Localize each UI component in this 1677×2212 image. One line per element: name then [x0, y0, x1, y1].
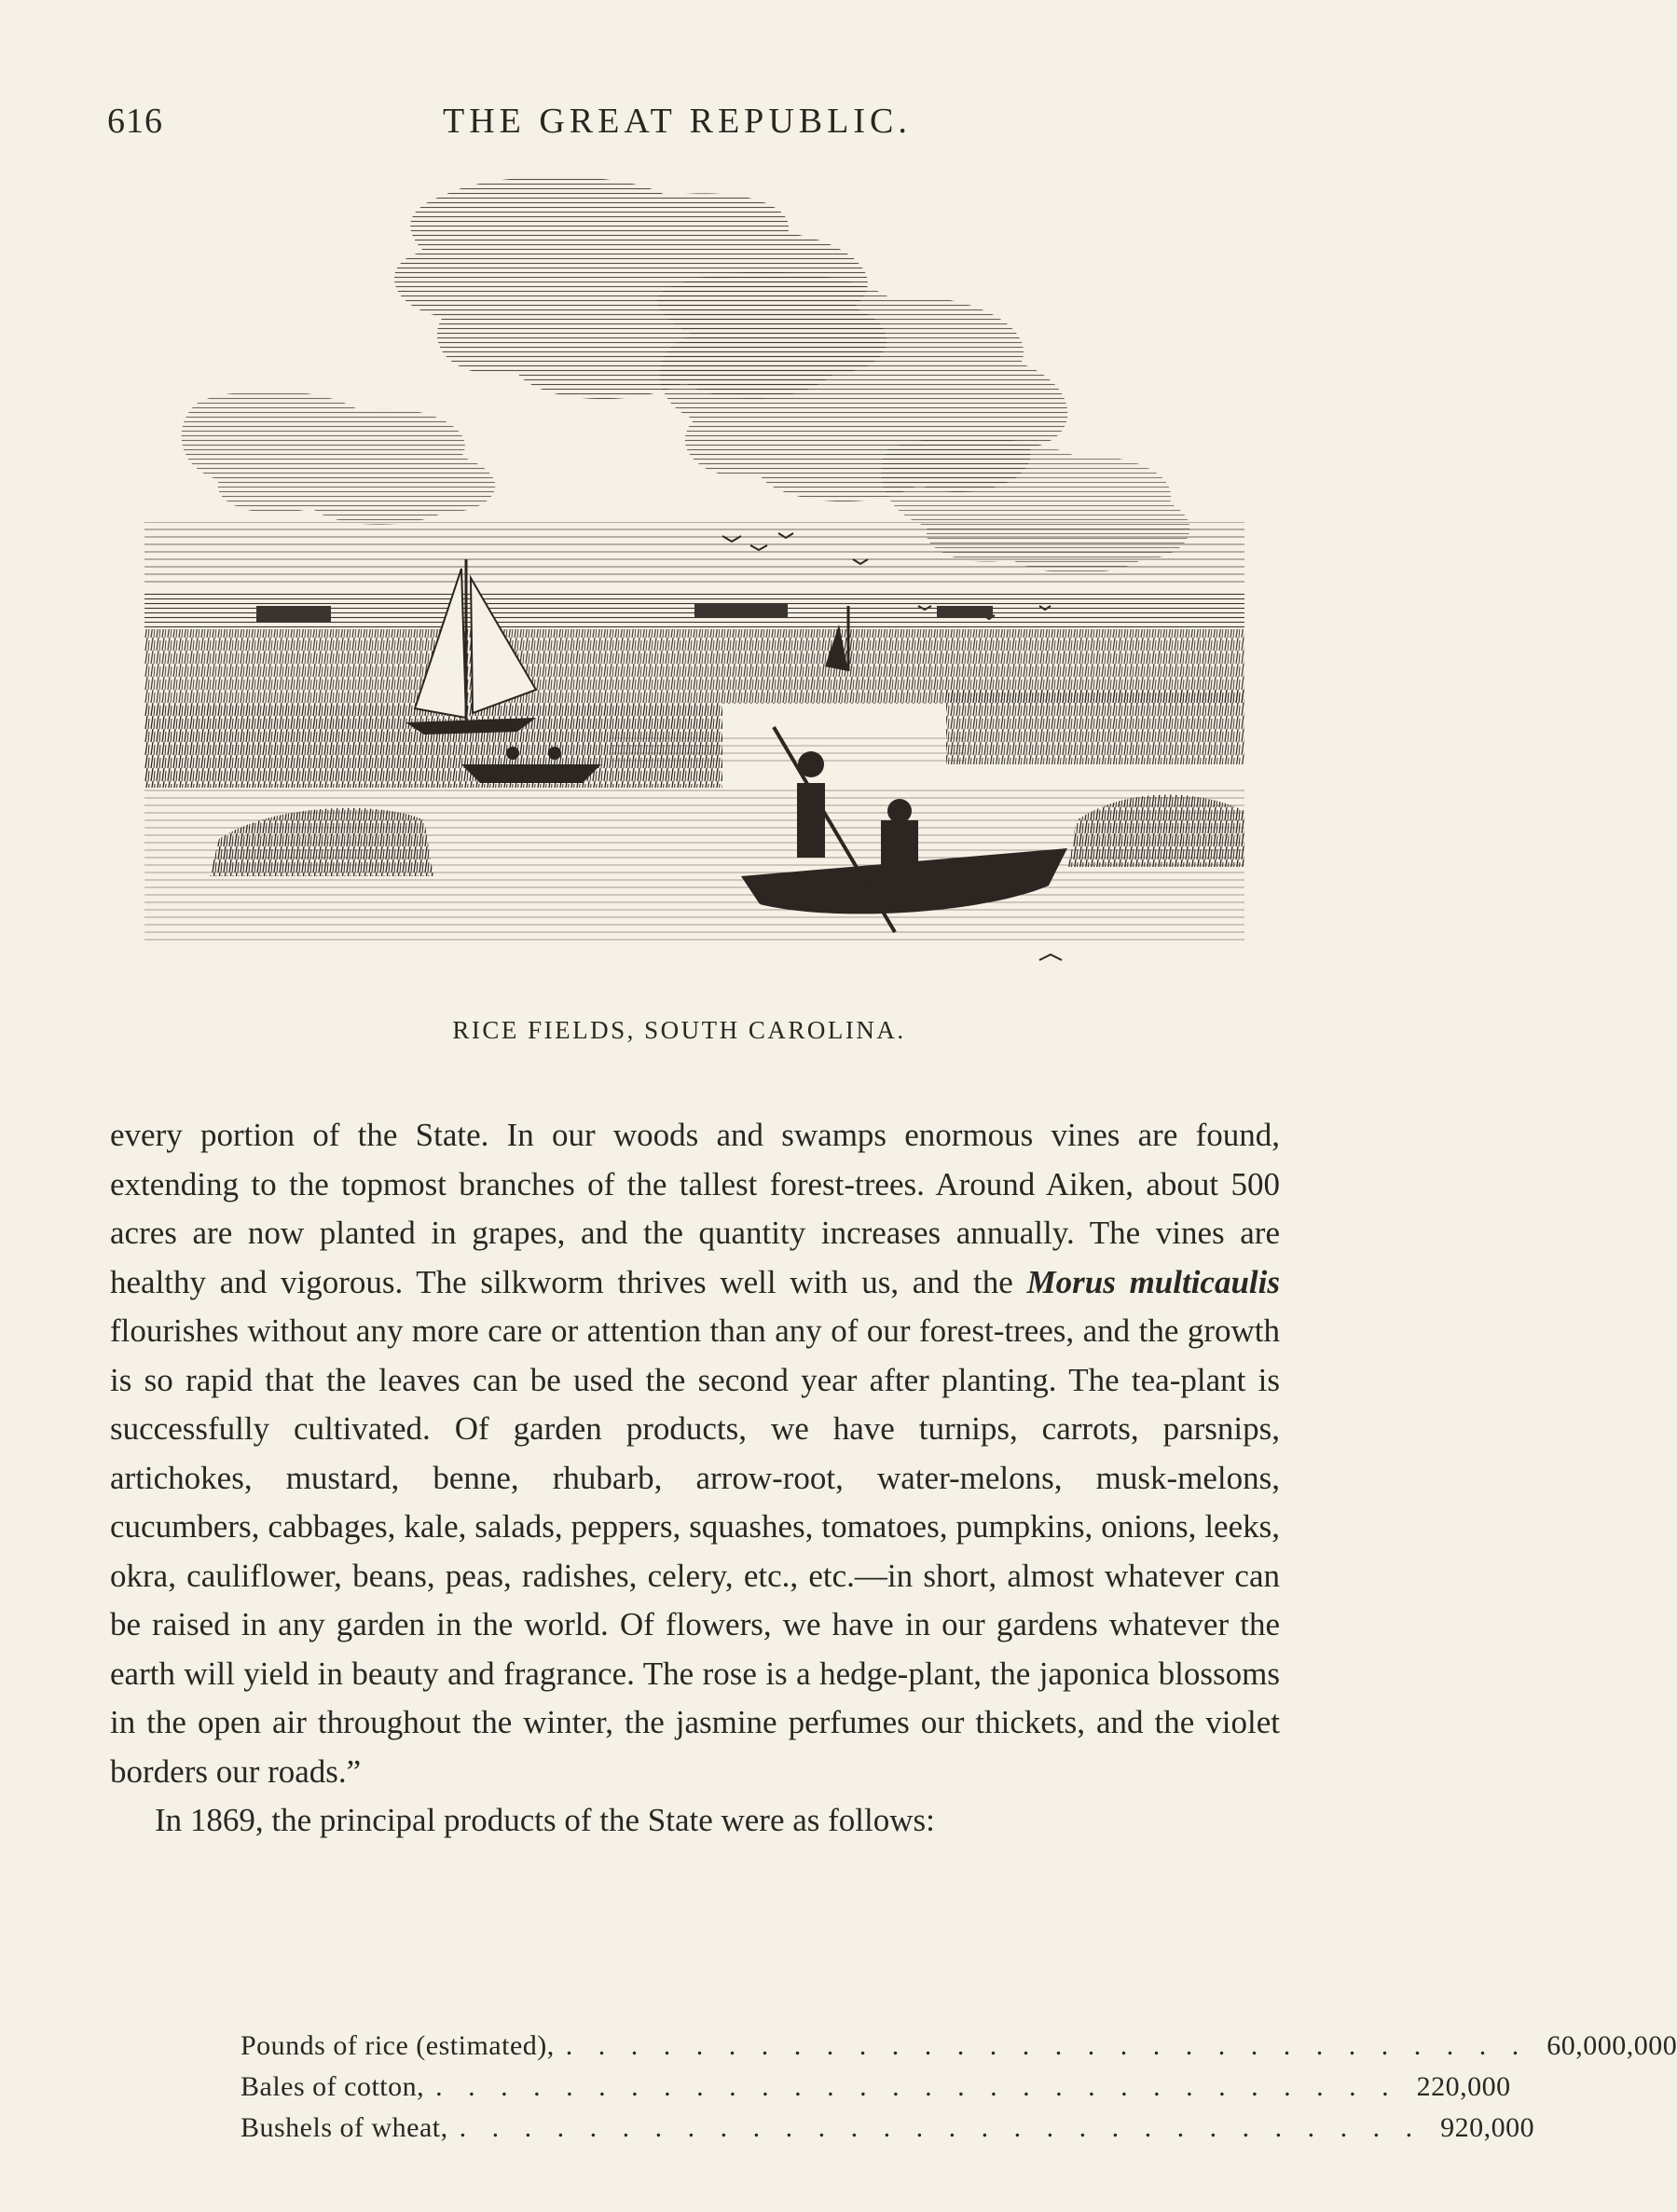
table-row	[241, 2030, 1677, 2071]
product-label: Bales of cotton,	[241, 2071, 425, 2102]
clouds	[144, 176, 1244, 587]
product-value: 60,000,000	[1546, 2030, 1677, 2061]
paragraph-text: flourishes without any more care or attention than any of our forest-trees, and the growth is so rapid that the leaves can be used the second year after planting. The tea-plant is successfully cultivated. Of garden products, we have turnips, carrots, parsnips, artichokes, mustard, benne, rhubarb, arrow-root, water-melons, musk-melons, cucumbers, cabbages, kale, salads, peppers, squashes, tomatoes, pumpkins, onions, leeks, okra, cauliflower, beans, peas, radishes, celery, etc., etc.—in short, almost whatever can be raised in any garden in the world. Of flowers, we have in our gardens whatever the earth will yield in beauty and fragrance. The rose is a hedge-plant, the japonica blossoms in the open air throughout the winter, the jasmine perfumes our thickets, and the violet borders our roads.”	[110, 1312, 1280, 1790]
leader-dots: . . . . . . . . . . . . . . . . . . . . . . . . . . . . . .	[565, 2030, 1529, 2061]
distant-shore	[144, 592, 1244, 629]
table-row	[241, 2071, 1511, 2112]
running-head	[107, 101, 1310, 142]
body-text	[110, 1111, 1280, 1846]
product-value: 920,000	[1440, 2112, 1535, 2143]
product-label: Bushels of wheat,	[241, 2112, 448, 2143]
paragraph-text: every portion of the State. In our woods and swamps enormous vines are found, extending to the topmost branches of the tallest forest-trees. Around Aiken, about 500 acres are now planted in grapes, and the quantity increases annually. The vines are healthy and vigorous. The silkworm thrives well with us, and the	[110, 1117, 1280, 1300]
italic-term: Morus multicaulis	[1026, 1263, 1280, 1300]
table-row	[241, 2112, 1535, 2153]
products-table	[241, 2030, 1677, 2153]
product-value: 220,000	[1416, 2071, 1511, 2102]
illustration-caption: RICE FIELDS, SOUTH CAROLINA.	[452, 1016, 906, 1044]
page-number: 616	[107, 102, 163, 141]
rice-fields-engraving	[144, 168, 1244, 988]
leader-dots: . . . . . . . . . . . . . . . . . . . . . . . . . . . . . .	[459, 2112, 1423, 2143]
paragraph	[110, 1111, 1280, 1796]
leader-dots: . . . . . . . . . . . . . . . . . . . . . . . . . . . . . .	[435, 2071, 1398, 2102]
running-title: THE GREAT REPUBLIC.	[443, 102, 912, 141]
paragraph-intro: In 1869, the principal products of the State were as follows:	[155, 1802, 935, 1838]
product-label: Pounds of rice (estimated),	[241, 2030, 555, 2061]
